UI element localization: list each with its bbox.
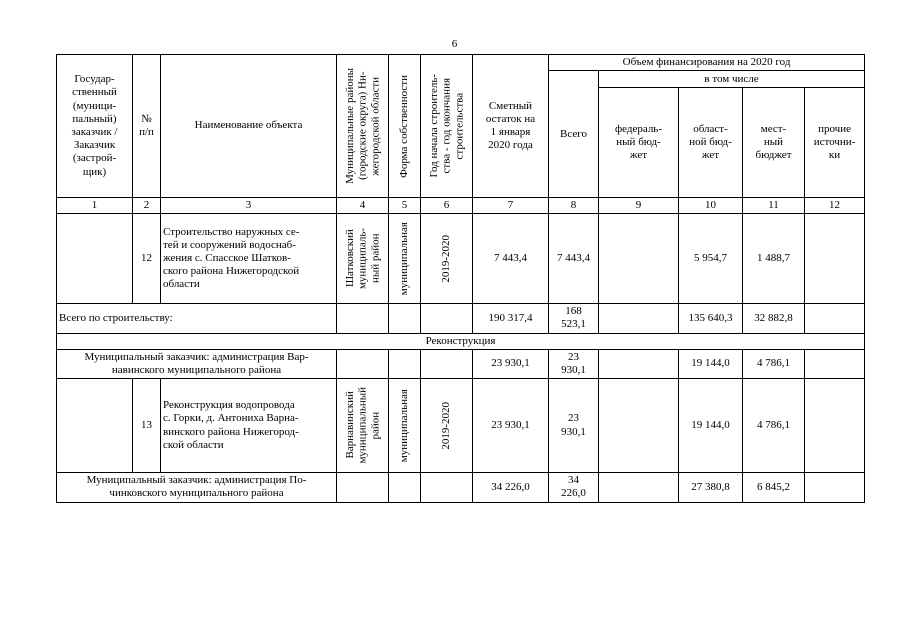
header-district <box>337 55 389 198</box>
row13-federal <box>599 379 679 473</box>
customer-pochinki-label: Муниципальный заказчик: администрация По- чинковского муниципального района <box>57 473 337 502</box>
header-years <box>421 55 473 198</box>
header-federal: федераль- ный бюд- жет <box>599 88 679 198</box>
total-construction-total: 168 523,1 <box>549 304 599 333</box>
row13-total: 23 930,1 <box>549 379 599 473</box>
total-construction-regional: 135 640,3 <box>679 304 743 333</box>
column-number: 9 <box>599 198 679 214</box>
customer-pochinki-estimate: 34 226,0 <box>473 473 549 502</box>
row12-total: 7 443,4 <box>549 214 599 304</box>
column-number-row <box>57 198 865 214</box>
row12-federal <box>599 214 679 304</box>
section-row <box>57 333 865 349</box>
row13-ownership <box>389 379 421 473</box>
customer-varnavino-estimate: 23 930,1 <box>473 349 549 378</box>
page-number: 6 <box>451 38 458 50</box>
column-number: 8 <box>549 198 599 214</box>
row12-customer <box>57 214 133 304</box>
column-number: 7 <box>473 198 549 214</box>
row12-num: 12 <box>133 214 161 304</box>
header-other: прочие источни- ки <box>805 88 865 198</box>
column-number: 5 <box>389 198 421 214</box>
row13-regional: 19 144,0 <box>679 379 743 473</box>
column-number: 12 <box>805 198 865 214</box>
header-local: мест- ный бюджет <box>743 88 805 198</box>
column-number: 10 <box>679 198 743 214</box>
table-row-12 <box>57 214 865 304</box>
row13-ownership-text: муниципальная <box>398 389 411 463</box>
total-construction-label: Всего по строительству: <box>57 304 337 333</box>
header-regional: област- ной бюд- жет <box>679 88 743 198</box>
column-number: 2 <box>133 198 161 214</box>
row13-other <box>805 379 865 473</box>
row13-num: 13 <box>133 379 161 473</box>
row12-other <box>805 214 865 304</box>
column-number: 6 <box>421 198 473 214</box>
funding-table <box>56 54 865 503</box>
row12-years <box>421 214 473 304</box>
row13-customer <box>57 379 133 473</box>
header-including: в том числе <box>599 71 865 88</box>
row12-name: Строительство наружных се- тей и сооружений водоснаб- жения с. Спасское Шатков- ского района Нижегородской области <box>161 214 337 304</box>
row12-ownership-text: муниципальная <box>398 222 411 296</box>
row12-district <box>337 214 389 304</box>
column-number: 3 <box>161 198 337 214</box>
column-number: 11 <box>743 198 805 214</box>
header-funding: Объем финансирования на 2020 год <box>549 55 865 71</box>
row13-district <box>337 379 389 473</box>
total-construction-row <box>57 304 865 333</box>
row12-ownership <box>389 214 421 304</box>
header-district-text: Муниципальные районы (городские округа) Ни- жегородской области <box>343 68 381 184</box>
row13-district-text: Варнавинский муниципальный район <box>343 387 381 464</box>
header-total: Всего <box>549 71 599 198</box>
total-construction-estimate: 190 317,4 <box>473 304 549 333</box>
column-number: 4 <box>337 198 389 214</box>
column-number: 1 <box>57 198 133 214</box>
row13-years <box>421 379 473 473</box>
customer-pochinki-local: 6 845,2 <box>743 473 805 502</box>
header-num: № п/п <box>133 55 161 198</box>
row13-local: 4 786,1 <box>743 379 805 473</box>
row13-name: Реконструкция водопровода с. Горки, д. Антониха Варна- винского района Нижегород- ской области <box>161 379 337 473</box>
table-row-13 <box>57 379 865 473</box>
header-years-text: Год начала строитель- ства - год окончания строительства <box>427 74 465 178</box>
header-customer: Государ- ственный (муници- пальный) заказчик / Заказчик (застрой- щик) <box>57 55 133 198</box>
customer-varnavino-local: 4 786,1 <box>743 349 805 378</box>
row12-years-text: 2019-2020 <box>440 234 453 283</box>
customer-varnavino-regional: 19 144,0 <box>679 349 743 378</box>
header-row-1 <box>57 55 865 71</box>
customer-pochinki-row <box>57 473 865 502</box>
row13-years-text: 2019-2020 <box>440 401 453 450</box>
section-reconstruction: Реконструкция <box>57 333 865 349</box>
customer-varnavino-label: Муниципальный заказчик: администрация Вар- навинского муниципального района <box>57 349 337 378</box>
header-estimate: Сметный остаток на 1 января 2020 года <box>473 55 549 198</box>
customer-pochinki-regional: 27 380,8 <box>679 473 743 502</box>
header-name: Наименование объекта <box>161 55 337 198</box>
total-construction-local: 32 882,8 <box>743 304 805 333</box>
row12-district-text: Шатковский муниципаль- ный район <box>343 228 381 290</box>
header-ownership <box>389 55 421 198</box>
row12-estimate: 7 443,4 <box>473 214 549 304</box>
header-ownership-text: Форма собственности <box>398 74 411 178</box>
customer-varnavino-total: 23 930,1 <box>549 349 599 378</box>
row13-estimate: 23 930,1 <box>473 379 549 473</box>
customer-varnavino-row <box>57 349 865 378</box>
row12-local: 1 488,7 <box>743 214 805 304</box>
row12-regional: 5 954,7 <box>679 214 743 304</box>
customer-pochinki-total: 34 226,0 <box>549 473 599 502</box>
